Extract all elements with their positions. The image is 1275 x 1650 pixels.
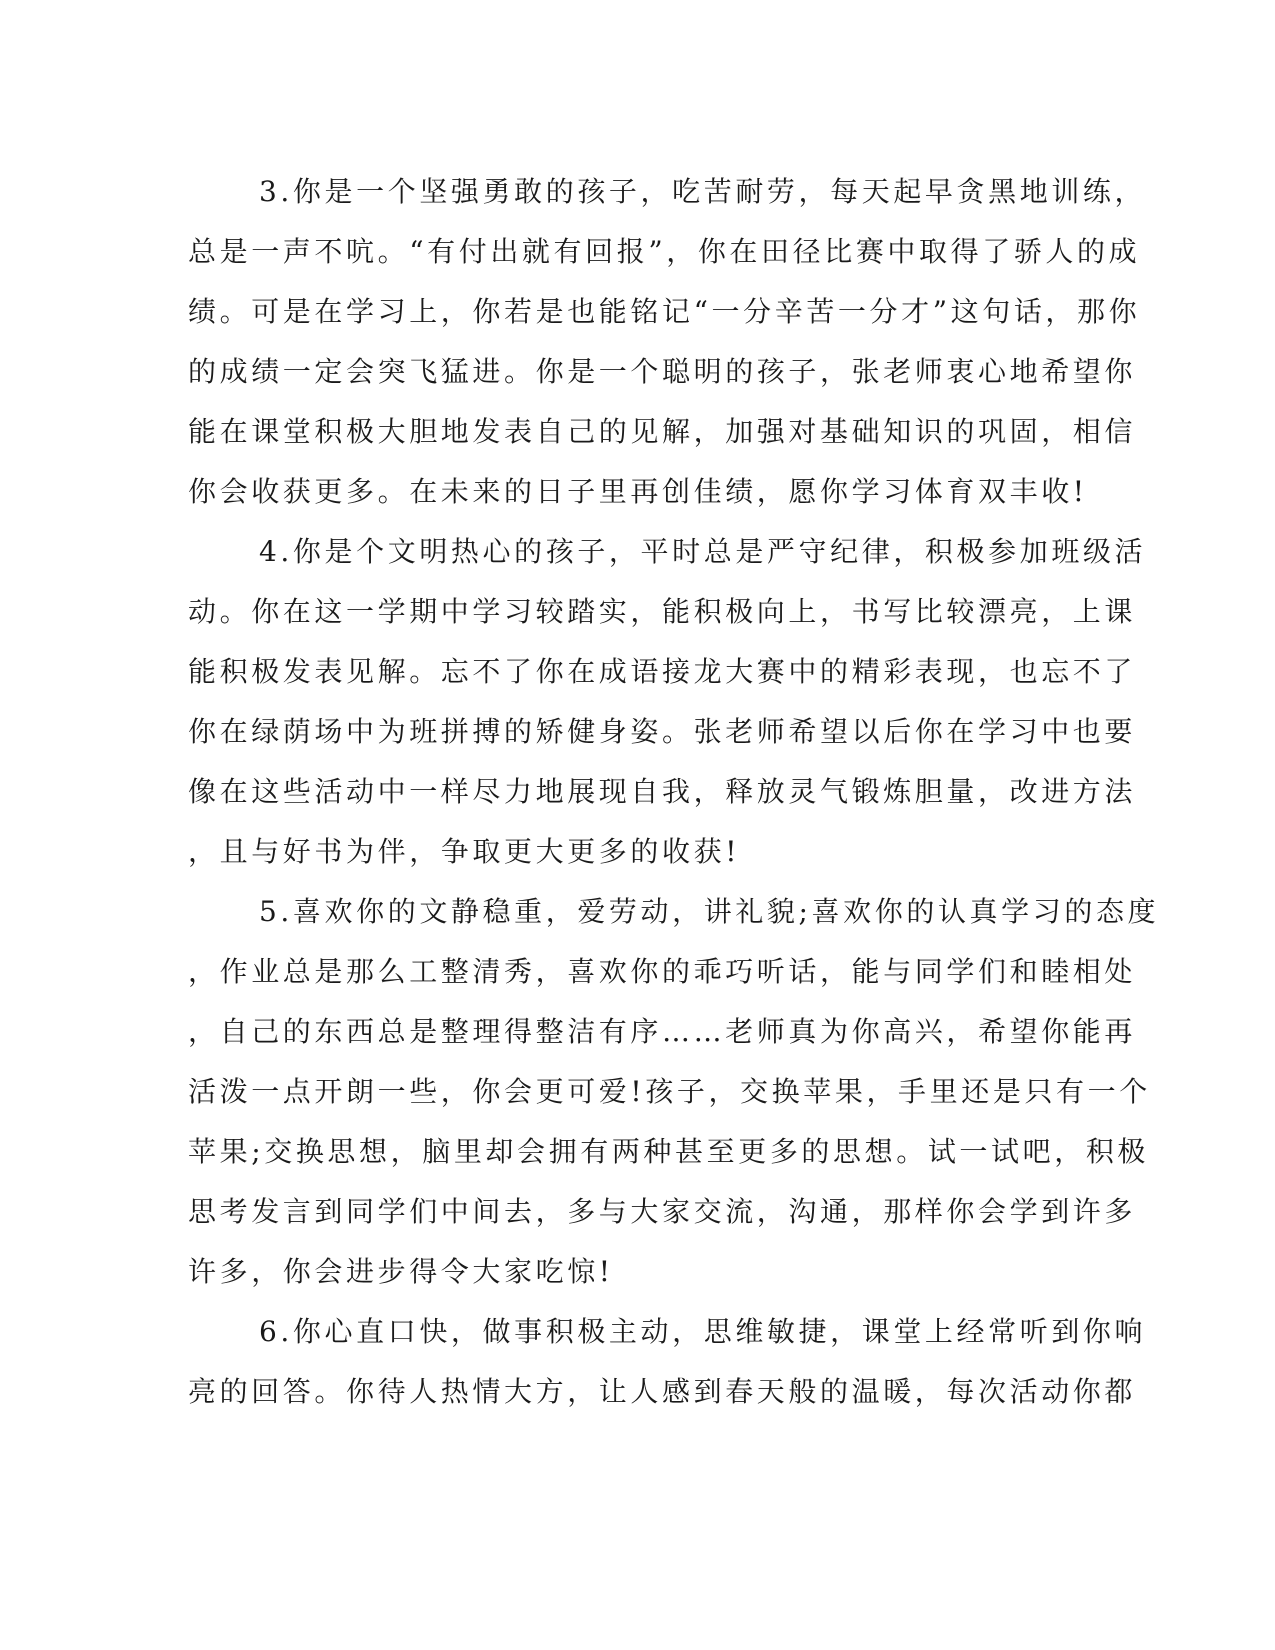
paragraph-line: ，且与好书为伴，争取更大更多的收获! xyxy=(188,835,741,868)
paragraph-line: 活泼一点开朗一些，你会更可爱!孩子，交换苹果，手里还是只有一个 xyxy=(188,1075,1151,1108)
paragraph-line: ，作业总是那么工整清秀，喜欢你的乖巧听话，能与同学们和睦相处 xyxy=(188,955,1137,988)
paragraph-5 xyxy=(188,882,1160,1302)
paragraph-6 xyxy=(188,1302,1147,1422)
paragraph-line: 思考发言到同学们中间去，多与大家交流，沟通，那样你会学到许多 xyxy=(188,1195,1137,1228)
paragraph-4 xyxy=(188,522,1147,882)
paragraph-line: 总是一声不吭。“有付出就有回报”，你在田径比赛中取得了骄人的成 xyxy=(188,235,1141,268)
paragraph-line: ，自己的东西总是整理得整洁有序……老师真为你高兴，希望你能再 xyxy=(188,1015,1137,1048)
paragraph-line: 苹果;交换思想，脑里却会拥有两种甚至更多的思想。试一试吧，积极 xyxy=(188,1135,1150,1168)
paragraph-line: 亮的回答。你待人热情大方，让人感到春天般的温暖，每次活动你都 xyxy=(188,1375,1137,1408)
paragraph-line: 绩。可是在学习上，你若是也能铭记“一分辛苦一分才”这句话，那你 xyxy=(188,295,1141,328)
paragraph-line: 4.你是个文明热心的孩子，平时总是严守纪律，积极参加班级活 xyxy=(259,535,1147,568)
paragraph-line: 的成绩一定会突飞猛进。你是一个聪明的孩子，张老师衷心地希望你 xyxy=(188,355,1137,388)
document-body xyxy=(188,162,1160,1422)
paragraph-line: 3.你是一个坚强勇敢的孩子，吃苦耐劳，每天起早贪黑地训练， xyxy=(259,175,1147,208)
paragraph-line: 许多，你会进步得令大家吃惊! xyxy=(188,1255,614,1288)
paragraph-line: 5.喜欢你的文静稳重，爱劳动，讲礼貌;喜欢你的认真学习的态度 xyxy=(259,895,1160,928)
paragraph-line: 能在课堂积极大胆地发表自己的见解，加强对基础知识的巩固，相信 xyxy=(188,415,1137,448)
paragraph-line: 能积极发表见解。忘不了你在成语接龙大赛中的精彩表现，也忘不了 xyxy=(188,655,1137,688)
paragraph-line: 你在绿荫场中为班拼搏的矫健身姿。张老师希望以后你在学习中也要 xyxy=(188,715,1137,748)
paragraph-line: 像在这些活动中一样尽力地展现自我，释放灵气锻炼胆量，改进方法 xyxy=(188,775,1137,808)
paragraph-line: 6.你心直口快，做事积极主动，思维敏捷，课堂上经常听到你响 xyxy=(259,1315,1147,1348)
paragraph-line: 动。你在这一学期中学习较踏实，能积极向上，书写比较漂亮，上课 xyxy=(188,595,1137,628)
paragraph-line: 你会收获更多。在未来的日子里再创佳绩，愿你学习体育双丰收! xyxy=(188,475,1088,508)
paragraph-3 xyxy=(188,162,1147,522)
